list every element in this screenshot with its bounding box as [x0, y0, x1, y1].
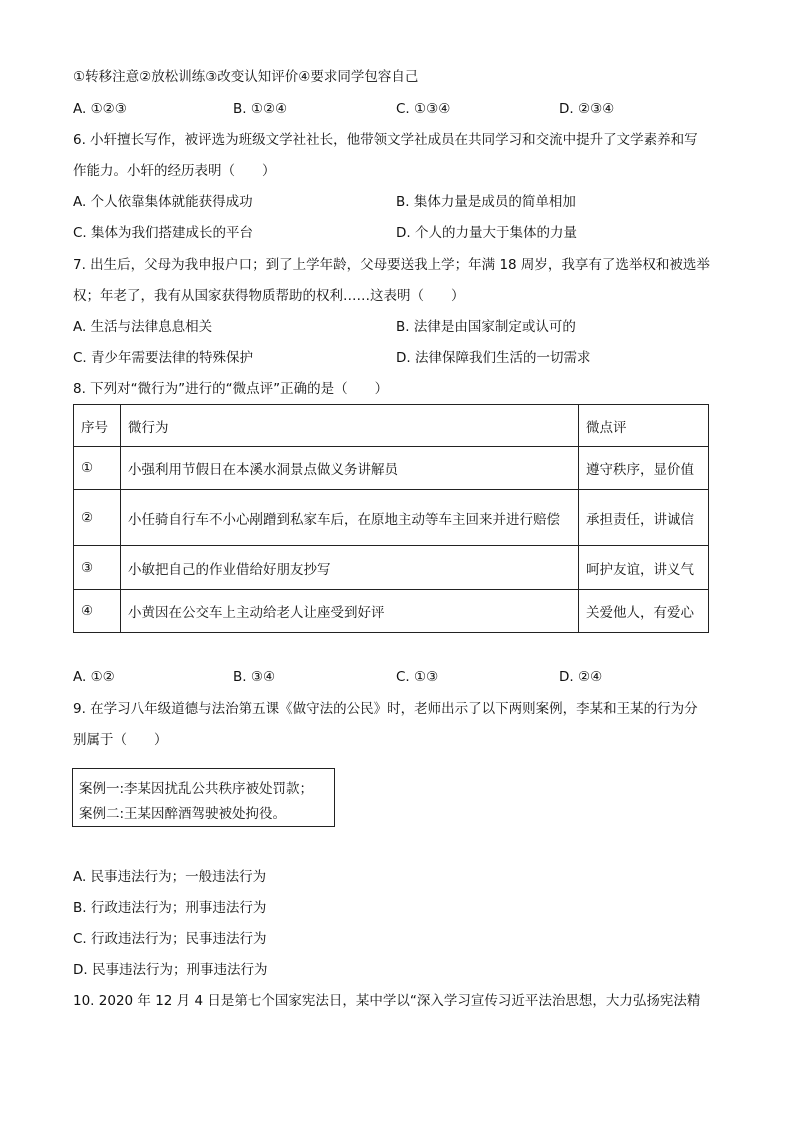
table-row: [74, 490, 709, 546]
q9-case-one: 案例一:李某因扰乱公共秩序被处罚款；: [79, 781, 314, 797]
row-comment-cell: 遵守秩序，显价值: [579, 447, 709, 490]
q6-stem-line2: 作能力。小轩的经历表明（ ）: [73, 163, 276, 179]
table-row: [74, 546, 709, 590]
row-behavior-cell: 小强利用节假日在本溪水洞景点做义务讲解员: [121, 447, 579, 490]
q9-stem-line1: 9. 在学习八年级道德与法治第五课《做守法的公民》时，老师出示了以下两则案例，李某和王某的行为分: [73, 701, 698, 717]
q7-stem-line2: 权；年老了，我有从国家获得物质帮助的权利……这表明（ ）: [73, 288, 465, 304]
row-index-cell: ④: [74, 590, 121, 633]
row-behavior-cell: 小黄因在公交车上主动给老人让座受到好评: [121, 590, 579, 633]
q7-stem-line1: 7. 出生后，父母为我申报户口；到了上学年龄，父母要送我上学；年满 18 周岁，我享有了选举权和被选举: [73, 257, 710, 273]
row-behavior-cell: 小敏把自己的作业借给好朋友抄写: [121, 546, 579, 590]
row-behavior-cell: 小任骑自行车不小心剐蹭到私家车后，在原地主动等车主回来并进行赔偿: [121, 490, 579, 546]
q9-case-box: [72, 768, 335, 827]
q9-option-b: B. 行政违法行为；刑事违法行为: [73, 900, 267, 916]
q5-choice-items: ①转移注意②放松训练③改变认知评价④要求同学包容自己: [73, 69, 419, 85]
q9-case-two: 案例二:王某因醉酒驾驶被处拘役。: [79, 806, 287, 822]
q8-option-a: A. ①②: [73, 669, 115, 685]
q9-option-a: A. 民事违法行为；一般违法行为: [73, 869, 267, 885]
q6-option-c: C. 集体为我们搭建成长的平台: [73, 225, 254, 241]
q6-option-b: B. 集体力量是成员的简单相加: [396, 194, 576, 210]
row-comment-cell: 呵护友谊，讲义气: [579, 546, 709, 590]
row-comment-cell: 关爱他人，有爱心: [579, 590, 709, 633]
q9-option-c: C. 行政违法行为；民事违法行为: [73, 931, 267, 947]
q8-option-b: B. ③④: [233, 669, 276, 685]
row-index-cell: ③: [74, 546, 121, 590]
table-row: [74, 590, 709, 633]
q7-option-b: B. 法律是由国家制定或认可的: [396, 319, 576, 335]
q6-stem-line1: 6. 小轩擅长写作，被评选为班级文学社社长，他带领文学社成员在共同学习和交流中提升了文学素养和写: [73, 132, 698, 148]
row-comment-cell: 承担责任，讲诚信: [579, 490, 709, 546]
row-index-cell: ①: [74, 447, 121, 490]
row-index-cell: ②: [74, 490, 121, 546]
q6-option-d: D. 个人的力量大于集体的力量: [396, 225, 577, 241]
q8-stem: 8. 下列对“微行为”进行的“微点评”正确的是（ ）: [73, 381, 389, 397]
table-header-row: [74, 405, 709, 447]
q9-option-d: D. 民事违法行为；刑事违法行为: [73, 962, 268, 978]
q7-option-a: A. 生活与法律息息相关: [73, 319, 213, 335]
header-cell-index: 序号: [74, 405, 121, 447]
q6-option-a: A. 个人依靠集体就能获得成功: [73, 194, 253, 210]
q5-option-d: D. ②③④: [559, 101, 615, 117]
header-cell-behavior: 微行为: [121, 405, 579, 447]
q8-table: [73, 404, 709, 633]
q10-stem-line1: 10. 2020 年 12 月 4 日是第七个国家宪法日，某中学以“深入学习宣传习近平法治思想，大力弘扬宪法精: [73, 993, 701, 1009]
table-row: [74, 447, 709, 490]
q8-option-c: C. ①③: [396, 669, 439, 685]
header-cell-comment: 微点评: [579, 405, 709, 447]
q5-option-b: B. ①②④: [233, 101, 288, 117]
q7-option-d: D. 法律保障我们生活的一切需求: [396, 350, 591, 366]
q5-option-c: C. ①③④: [396, 101, 451, 117]
q7-option-c: C. 青少年需要法律的特殊保护: [73, 350, 254, 366]
q8-option-d: D. ②④: [559, 669, 603, 685]
q9-stem-line2: 别属于（ ）: [73, 732, 168, 748]
q5-option-a: A. ①②③: [73, 101, 127, 117]
